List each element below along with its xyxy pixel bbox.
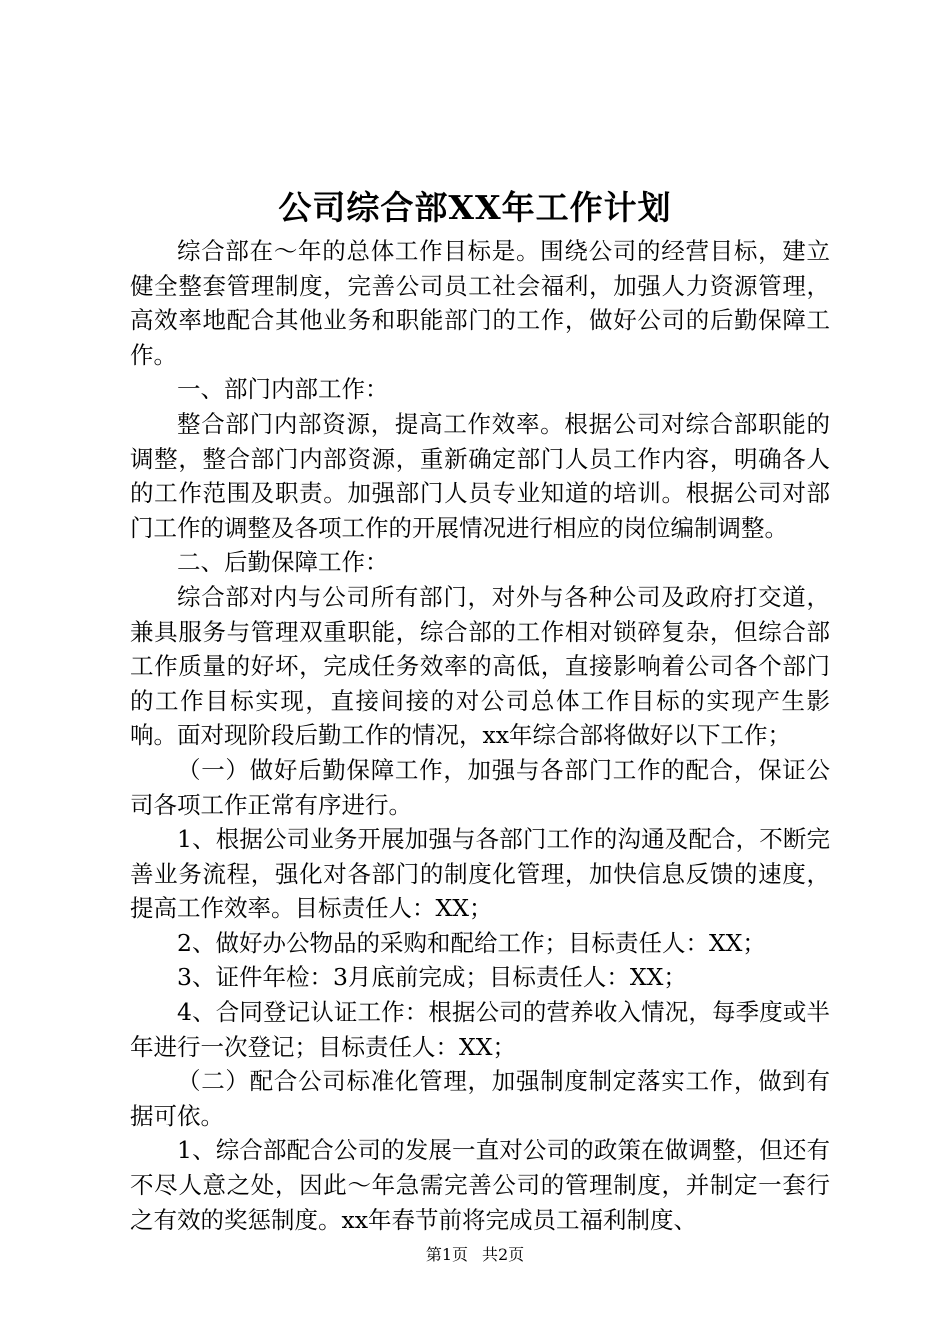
list-item: 1、根据公司业务开展加强与各部门工作的沟通及配合，不断完善业务流程，强化对各部门的制度化管理，加快信息反馈的速度，提高工作效率。目标责任人：XX； xyxy=(130,825,830,923)
section-heading-logistics: 二、后勤保障工作： xyxy=(177,548,389,577)
paragraph-logistics: 综合部对内与公司所有部门，对外与各种公司及政府打交道，兼具服务与管理双重职能，综合部的工作相对锁碎复杂，但综合部工作质量的好坏，完成任务效率的高低，直接影响着公司各个部门的工作目标实现，直接间接的对公司总体工作目标的实现产生影响。面对现阶段后勤工作的情况，xx年综合部将做好以下工作； xyxy=(130,582,830,750)
page-total: 共2页 xyxy=(482,1245,525,1264)
document-body xyxy=(130,234,830,1237)
section-heading-internal: 一、部门内部工作： xyxy=(177,375,389,404)
subsection-heading-1: （一）做好后勤保障工作，加强与各部门工作的配合，保证公司各项工作正常有序进行。 xyxy=(130,755,830,819)
page-footer xyxy=(0,1244,950,1266)
paragraph-intro: 综合部在～年的总体工作目标是。围绕公司的经营目标，建立健全整套管理制度，完善公司员工社会福利，加强人力资源管理，高效率地配合其他业务和职能部门的工作，做好公司的后勤保障工作。 xyxy=(130,237,830,369)
paragraph-internal: 整合部门内部资源，提高工作效率。根据公司对综合部职能的调整，整合部门内部资源，重新确定部门人员工作内容，明确各人的工作范围及职责。加强部门人员专业知道的培训。根据公司对部门工作的调整及各项工作的开展情况进行相应的岗位编制调整。 xyxy=(130,409,830,542)
list-item: 4、合同登记认证工作：根据公司的营养收入情况，每季度或半年进行一次登记；目标责任人：XX； xyxy=(130,998,830,1061)
document-title: 公司综合部XX年工作计划 xyxy=(278,188,672,227)
list-item: 3、证件年检：3月底前完成；目标责任人：XX； xyxy=(177,963,687,992)
list-item: 2、做好办公物品的采购和配给工作；目标责任人：XX； xyxy=(177,928,766,957)
page-number: 第1页 xyxy=(425,1245,468,1264)
list-item: 1、综合部配合公司的发展一直对公司的政策在做调整，但还有不尽人意之处，因此～年急需完善公司的管理制度，并制定一套行之有效的奖惩制度。xx年春节前将完成员工福利制度、 xyxy=(130,1136,830,1234)
subsection-heading-2: （二）配合公司标准化管理，加强制度制定落实工作，做到有据可依。 xyxy=(130,1067,830,1130)
